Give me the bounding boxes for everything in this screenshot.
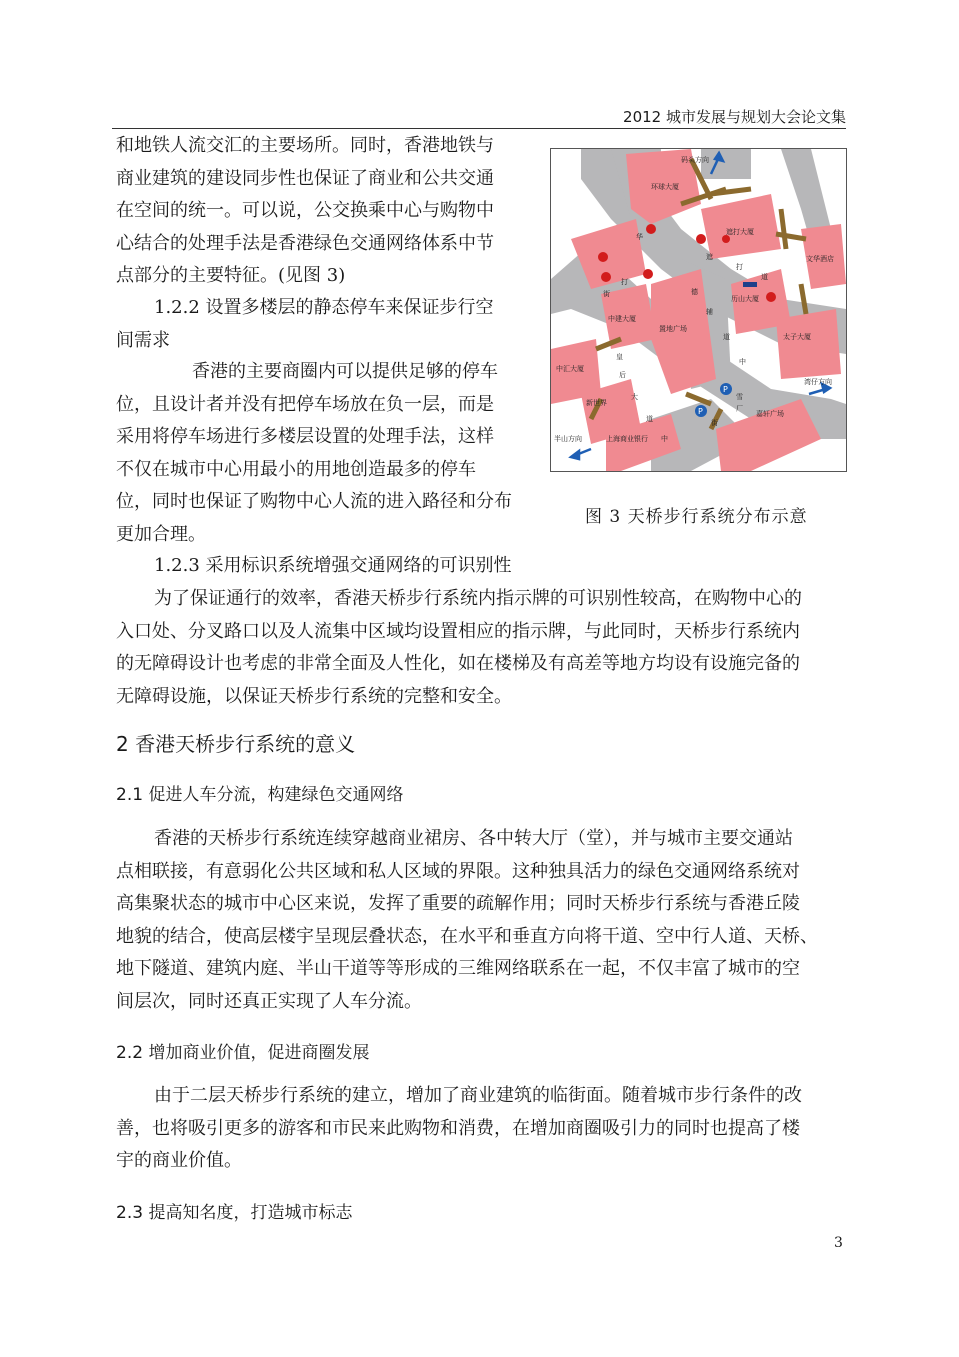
- label-road-char: 道: [723, 333, 730, 341]
- label-road-char: 雪: [736, 393, 743, 401]
- label-shanghai-bank: 上海商业银行: [606, 435, 648, 443]
- parking-icon: P: [723, 385, 728, 394]
- label-road-char: 大: [631, 393, 638, 401]
- label-cc-tower: 中建大厦: [608, 315, 636, 323]
- heading-line: 1.2.3 采用标识系统增强交通网络的可识别性: [154, 555, 512, 576]
- text-line: 无障碍设施，以保证天桥步行系统的完整和安全。: [116, 685, 512, 707]
- text-line: 不仅在城市中心用最小的用地创造最多的停车: [116, 458, 476, 480]
- label-alexandra: 遮打大厦: [726, 228, 754, 236]
- label-road-char: 道: [646, 415, 653, 423]
- subsection-1-2-2-heading: [116, 292, 526, 357]
- text-line: 宇的商业价值。: [116, 1150, 242, 1171]
- label-road-char: 道: [761, 273, 768, 281]
- subsection-2-2-heading: 2.2 增加商业价值，促进商圈发展: [116, 1043, 370, 1063]
- label-road-char: 中: [661, 435, 668, 443]
- page-number: 3: [834, 1235, 843, 1251]
- subsection-2-3-heading: 2.3 提高知名度，打造城市标志: [116, 1203, 353, 1223]
- label-prince: 太子大厦: [783, 333, 811, 341]
- text-line: 入口处、分叉路口以及人流集中区域均设置相应的指示牌，与此同时，天桥步行系统内: [116, 620, 800, 642]
- text-line: 位，同时也保证了购物中心人流的进入路径和分布: [116, 491, 512, 512]
- label-midlevel: 半山方向: [554, 435, 582, 443]
- label-chater: 中汇大厦: [556, 365, 584, 373]
- text-line: 心结合的处理手法是香港绿色交通网络体系中节: [116, 232, 494, 254]
- parking-icon: P: [698, 407, 703, 416]
- label-road-char: 皇: [616, 353, 623, 361]
- heading-line: 1.2.2 设置多楼层的静态停车来保证步行空: [154, 297, 494, 318]
- label-new-world: 新世界: [586, 399, 607, 407]
- text-line: 和地铁人流交汇的主要场所。同时，香港地铁与: [116, 135, 494, 156]
- text-line: 高集聚状态的城市中心区来说，发挥了重要的疏解作用；同时天桥步行系统与香港丘陵: [116, 893, 800, 914]
- figure-caption: 图 3 天桥步行系统分布示意: [585, 507, 808, 527]
- label-road-char: 打: [621, 278, 628, 286]
- text-line: 点相联接，有意弱化公共区域和私人区域的界限。这种独具活力的绿色交通网络系统对: [116, 860, 800, 882]
- section-2-title: 2 香港天桥步行系统的意义: [116, 732, 356, 756]
- section-2-1-paragraph: [116, 823, 844, 1018]
- label-road-char: 德: [691, 288, 698, 296]
- label-pier: 码头方向: [681, 156, 709, 164]
- figure-3-map: [550, 148, 847, 472]
- label-mandarin: 文华酒店: [806, 255, 834, 263]
- label-road-char: 厂: [736, 405, 743, 413]
- header-title: 2012 城市发展与规划大会论文集: [623, 108, 846, 126]
- running-header: [112, 106, 846, 129]
- text-line: 更加合理。: [116, 523, 206, 545]
- subsection-2-1-heading: 2.1 促进人车分流，构建绿色交通网络: [116, 785, 404, 805]
- section-2-2-paragraph: [116, 1080, 844, 1178]
- text-line: 地貌的结合，使高层楼宇呈现层叠状态，在水平和垂直方向将干道、空中行人道、天桥、: [116, 925, 818, 947]
- text-line: 采用将停车场进行多楼层设置的处理手法，这样: [116, 426, 494, 447]
- label-road-char: 打: [736, 263, 743, 271]
- text-line: 由于二层天桥步行系统的建立，增加了商业建筑的临街面。随着城市步行条件的改: [154, 1085, 802, 1106]
- label-wanchai: 湾仔方向: [804, 378, 832, 386]
- text-line: 香港的主要商圈内可以提供足够的停车: [192, 361, 498, 382]
- label-road-char: 华: [636, 233, 643, 241]
- parking-paragraph: [116, 356, 526, 551]
- station-marker: [743, 282, 757, 287]
- text-line: 的无障碍设计也考虑的非常全面及人性化，如在楼梯及有高差等地方均设有设施完备的: [116, 653, 800, 674]
- text-line: 善，也将吸引更多的游客和市民来此购物和消费，在增加商圈吸引力的同时也提高了楼: [116, 1117, 800, 1139]
- text-line: 位，且设计者并没有把停车场放在负一层，而是: [116, 393, 494, 415]
- label-road-char: 辅: [706, 308, 713, 316]
- label-road-char: 后: [619, 371, 626, 379]
- skybridge-map-svg: [551, 149, 846, 471]
- label-road-char: 街: [603, 290, 610, 298]
- text-line: 点部分的主要特征。(见图 3): [116, 265, 346, 286]
- label-road-char: 遮: [706, 253, 713, 261]
- label-lishan: 历山大厦: [731, 295, 759, 303]
- heading-line: 间需求: [116, 329, 170, 351]
- signage-paragraph: [116, 583, 844, 713]
- subsection-1-2-3-heading: [116, 550, 844, 583]
- label-road-char: 中: [739, 358, 746, 366]
- label-landmark: 置地广场: [659, 325, 687, 333]
- text-line: 在空间的统一。可以说，公交换乘中心与购物中: [116, 200, 494, 221]
- text-line: 地下隧道、建筑内庭、半山干道等等形成的三维网络联系在一起，不仅丰富了城市的空: [116, 958, 800, 979]
- label-jiaxuan: 嘉轩广场: [756, 410, 784, 418]
- intro-paragraph: [116, 130, 526, 293]
- label-world-wide: 环球大厦: [651, 183, 679, 191]
- building-prince: [776, 309, 841, 379]
- label-road-char: 街: [711, 419, 718, 427]
- text-line: 为了保证通行的效率，香港天桥步行系统内指示牌的可识别性较高，在购物中心的: [154, 588, 802, 609]
- text-line: 商业建筑的建设同步性也保证了商业和公共交通: [116, 167, 494, 189]
- text-line: 香港的天桥步行系统连续穿越商业裙房、各中转大厅（堂），并与城市主要交通站: [154, 828, 793, 849]
- text-line: 间层次，同时还真正实现了人车分流。: [116, 990, 422, 1012]
